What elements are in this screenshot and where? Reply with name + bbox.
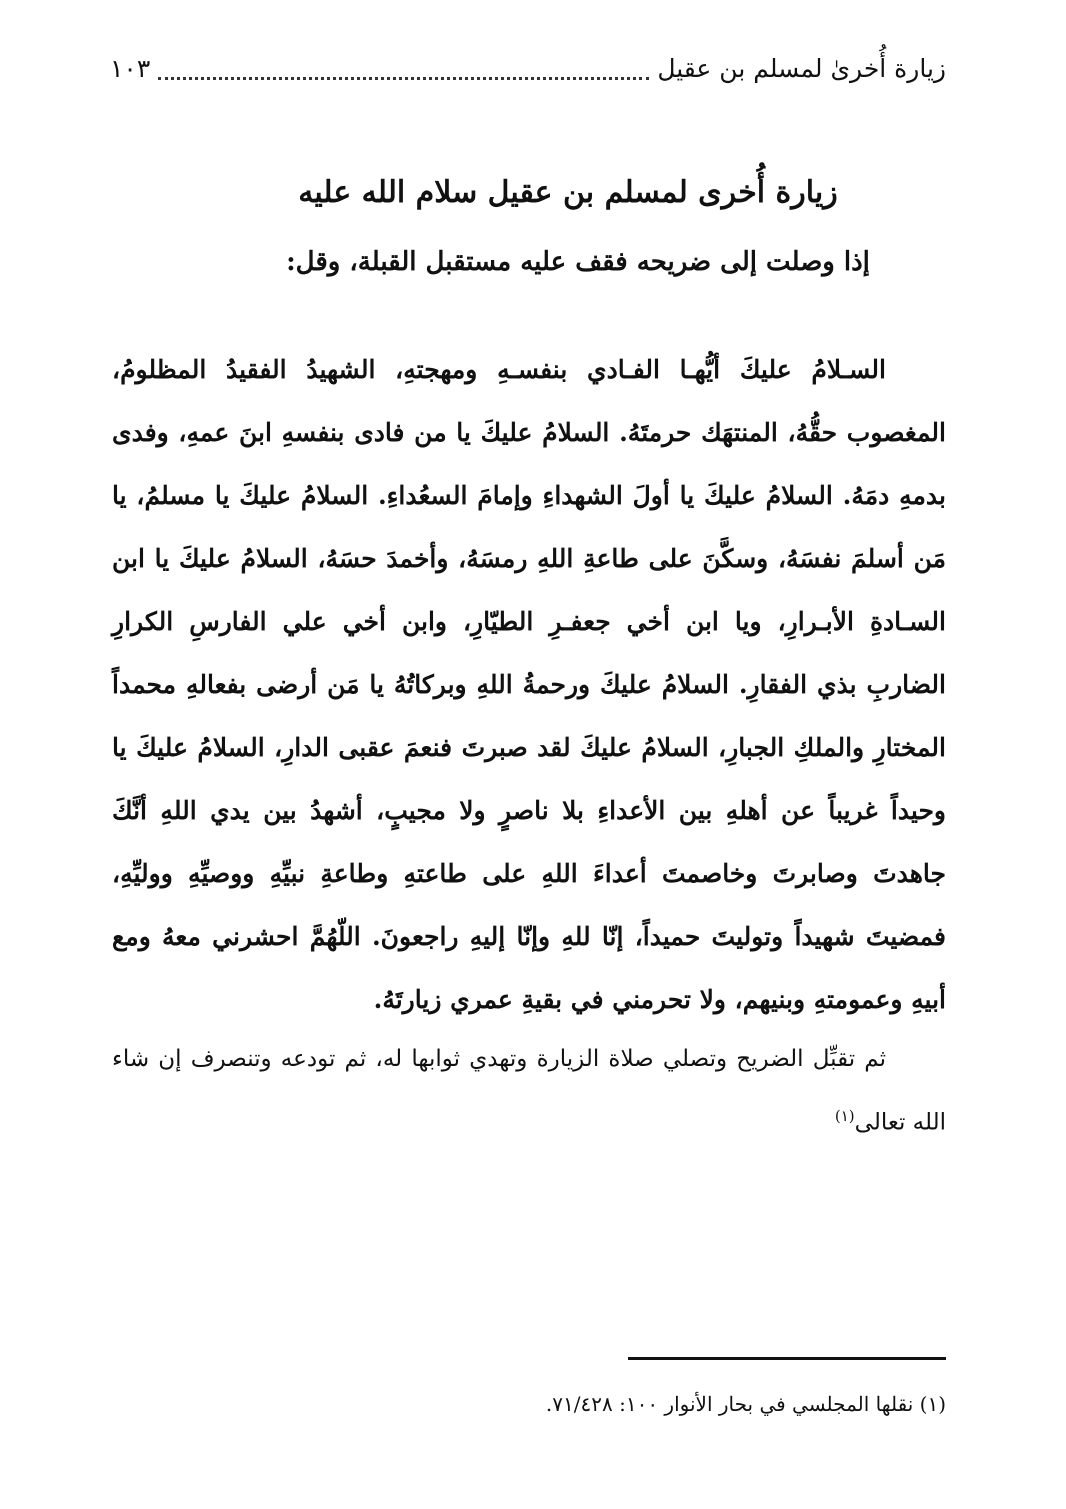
footnote-divider [628,1357,946,1360]
closing-paragraph [112,1031,946,1152]
page-title: زيارة أُخرى لمسلم بن عقيل سلام الله عليه [298,175,838,210]
closing-text: ثم تقبِّل الضريح وتصلي صلاة الزيارة وتهدي ثوابها له، ثم تودعه وتنصرف إن شاء الله تعالى [112,1046,946,1136]
running-header-title: زيارة أُخرىٰ لمسلم بن عقيل [657,53,946,83]
page-number: ١٠٣ [110,53,151,83]
main-text: السـلامُ عليكَ أيُّهـا الفـادي بنفسـهِ ومهجتهِ، الشهيدُ الفقيدُ المظلومُ، المغصوب حقُّهُ، المنتهَك حرمتَهُ. السلامُ عليكَ يا من فادى بنفسهِ ابنَ عمهِ، وفدى بدمهِ دمَهُ. السلامُ عليكَ يا أولَ الشهداءِ وإمامَ السعُداءِ. السلامُ عليكَ يا مسلمُ، يا مَن أسلمَ نفسَهُ، وسكَّنَ على طاعةِ اللهِ رمسَهُ، وأخمدَ حسَهُ، السلامُ عليكَ يا ابن السـادةِ الأبـرارِ، ويا ابن أخي جعفـرِ الطيّارِ، وابن أخي علي الفارسِ الكرارِ الضاربِ بذي الفقارِ. السلامُ عليكَ ورحمةُ اللهِ وبركاتُهُ يا مَن أرضى بفعالهِ محمداً المختارِ والملكِ الجبارِ، السلامُ عليكَ لقد صبرتَ فنعمَ عقبى الدارِ، السلامُ عليكَ يا وحيداً غريباً عن أهلهِ بين الأعداءِ بلا ناصرٍ ولا مجيبٍ، أشهدُ بين يدي اللهِ أنَّكَ جاهدتَ وصابرتَ وخاصمتَ أعداءَ اللهِ على طاعتهِ وطاعةِ نبيِّهِ ووصيِّهِ ووليِّهِ، فمضيتَ شهيداً وتوليتَ حميداً، إنّا للهِ وإنّا إليهِ راجعونَ. اللّهُمَّ احشرني معهُ ومع أبيهِ وعمومتهِ وبنيهم، ولا تحرمني في بقيةِ عمري زيارتَهُ. [112,355,946,1014]
running-header [110,44,946,92]
footnote-reference: (١) [834,1107,855,1125]
page-subtitle: إذا وصلت إلى ضريحه فقف عليه مستقبل القبلة، وقل: [286,247,870,277]
footnote: (١) نقلها المجلسي في بحار الأنوار ١٠٠: ٧١/٤٢٨. [545,1392,946,1416]
header-leader-dots [158,77,649,80]
